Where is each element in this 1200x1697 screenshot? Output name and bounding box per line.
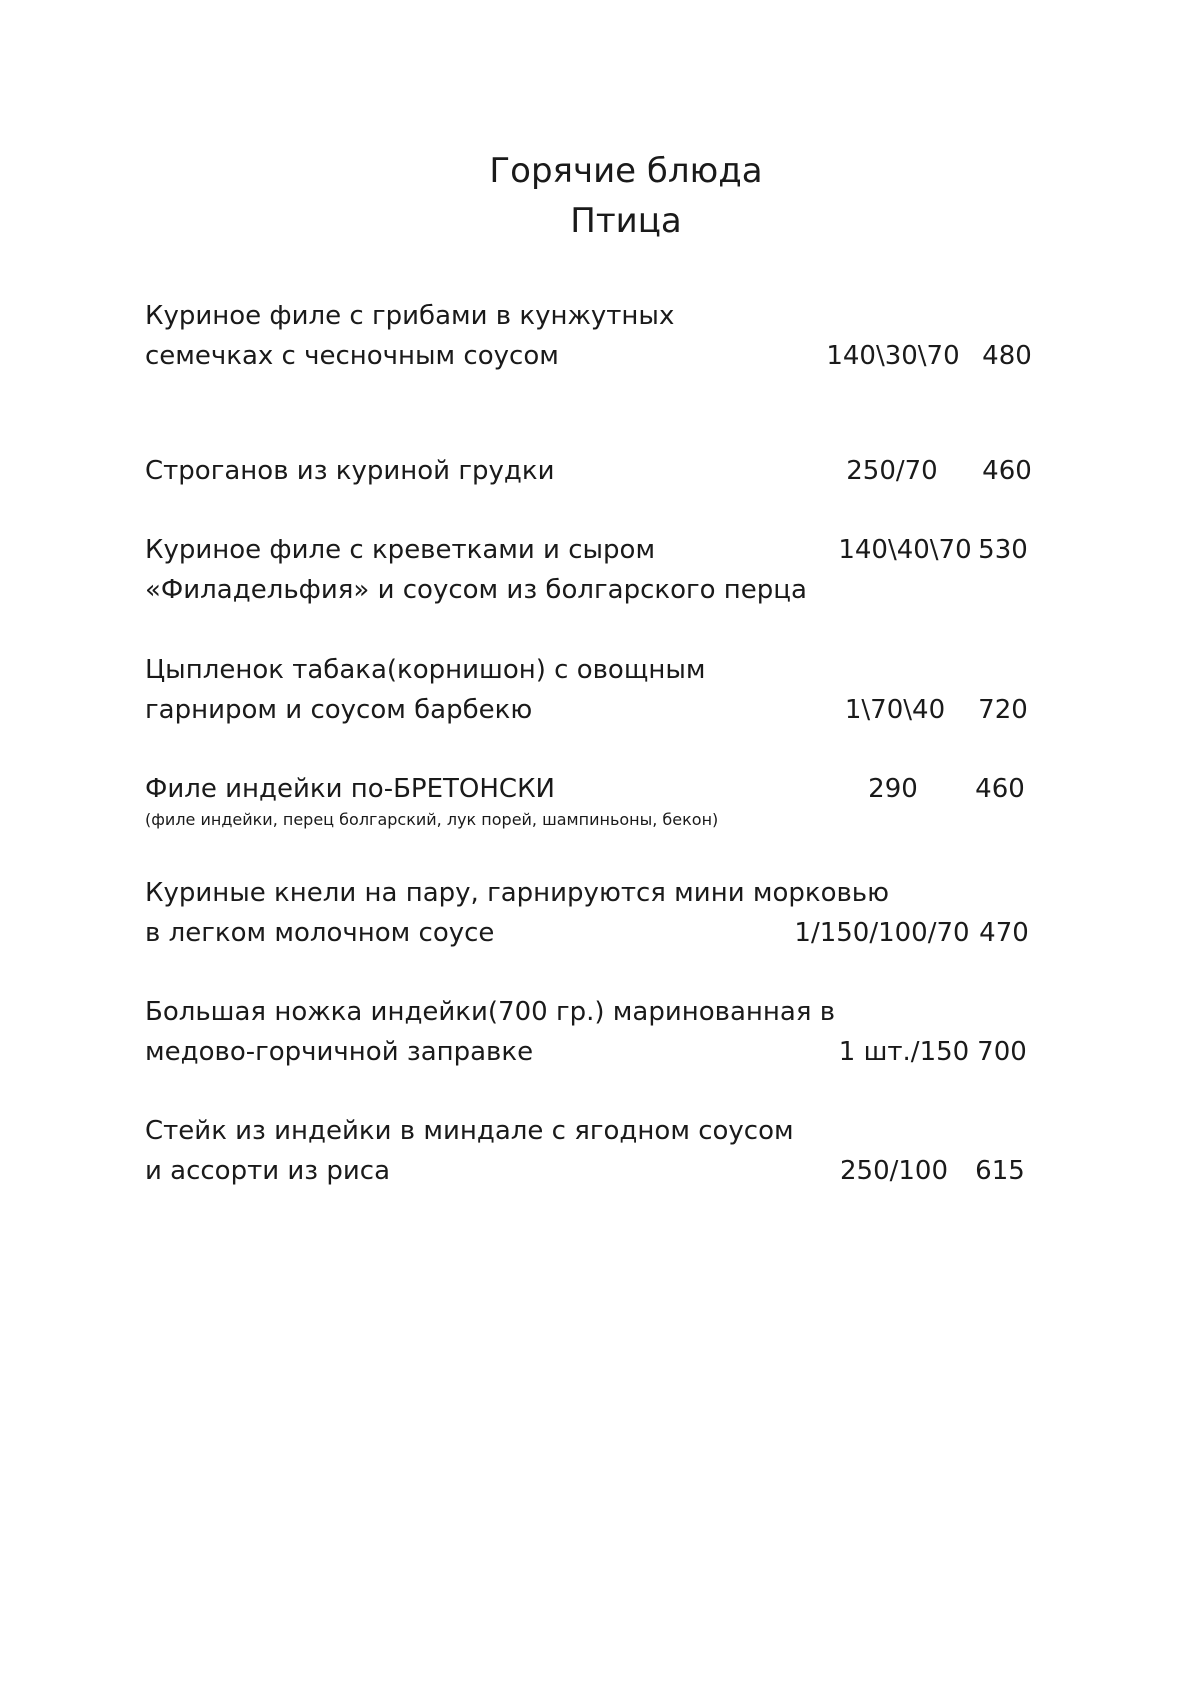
item-name-line1: Стейк из индейки в миндале с ягодном соусом — [145, 1116, 794, 1146]
item-name-line2: медово-горчичной заправке — [145, 1037, 534, 1067]
item-weight: 1\70\40 — [844, 695, 946, 725]
item-price: 615 — [975, 1156, 1025, 1186]
item-name-line1: Большая ножка индейки(700 гр.) маринованная в — [145, 997, 836, 1027]
item-name-line1: Куриные кнели на пару, гарнируются мини морковью — [145, 878, 890, 908]
item-weight: 140\30\70 — [826, 341, 960, 371]
item-name-line1: Строганов из куриной грудки — [145, 456, 555, 486]
menu-header — [0, 146, 1200, 246]
item-price: 460 — [982, 456, 1032, 486]
item-name-line2: «Филадельфия» и соусом из болгарского перца — [145, 575, 807, 605]
item-price: 530 — [978, 535, 1028, 565]
item-name-line2: и ассорти из риса — [145, 1156, 391, 1186]
item-name-line1: Куриное филе с креветками и сыром — [145, 535, 656, 565]
item-price: 700 — [977, 1037, 1027, 1067]
item-weight: 1/150/100/70 — [794, 918, 970, 948]
item-name-line1: Филе индейки по-БРЕТОНСКИ — [145, 774, 555, 804]
item-name-line1: Куриное филе с грибами в кунжутных — [145, 301, 675, 331]
item-description: (филе индейки, перец болгарский, лук порей, шампиньоны, бекон) — [145, 810, 719, 829]
item-price: 460 — [975, 774, 1025, 804]
section-title: Птица — [570, 201, 682, 241]
item-price: 470 — [979, 918, 1029, 948]
item-name-line1: Цыпленок табака(корнишон) с овощным — [145, 655, 706, 685]
item-weight: 250/100 — [839, 1156, 948, 1186]
item-price: 720 — [978, 695, 1028, 725]
item-weight: 1 шт./150 — [838, 1037, 970, 1067]
item-weight: 290 — [868, 774, 918, 804]
item-weight: 250/70 — [846, 456, 938, 486]
item-name-line2: в легком молочном соусе — [145, 918, 495, 948]
item-weight: 140\40\70 — [838, 535, 972, 565]
item-name-line2: семечках с чесночным соусом — [145, 341, 559, 371]
page-title: Горячие блюда — [489, 151, 763, 191]
item-name-line2: гарниром и соусом барбекю — [145, 695, 533, 725]
item-price: 480 — [982, 341, 1032, 371]
